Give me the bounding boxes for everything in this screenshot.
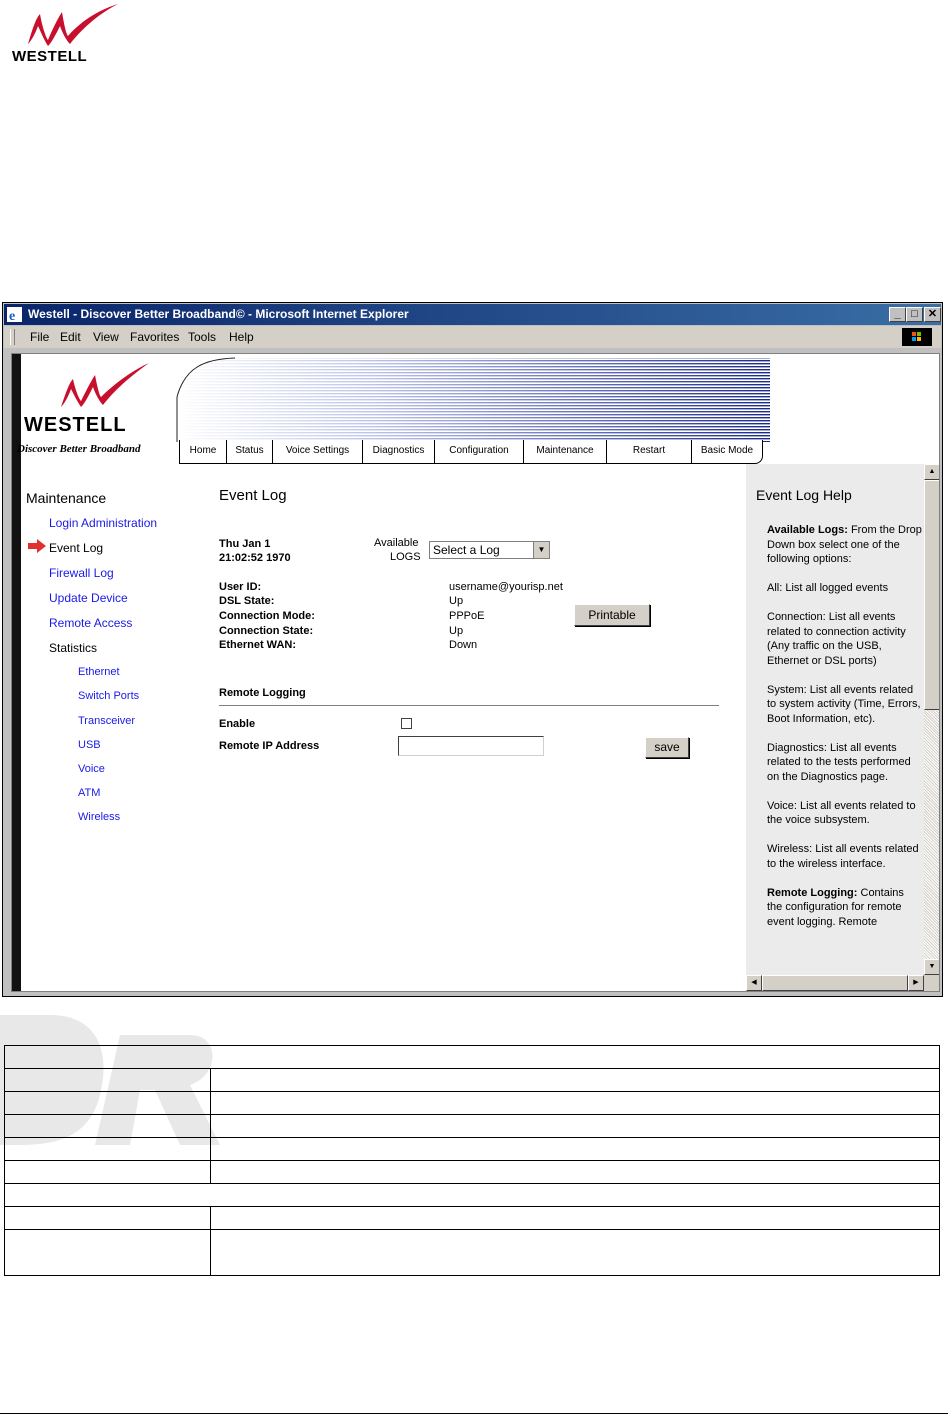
close-button[interactable]: ✕ [924, 307, 941, 322]
date-line-2: 21:02:52 1970 [219, 552, 291, 564]
sidebar-item-event-log[interactable]: Event Log [49, 541, 104, 555]
table-row [5, 1069, 940, 1092]
field-value-connection-mode: PPPoE [449, 610, 485, 622]
svg-text:e: e [9, 309, 16, 322]
help-entry-diagnostics: Diagnostics: List all events related to the tests performed on the Diagnostics page. [767, 741, 911, 783]
remote-logging-title: Remote Logging [219, 687, 306, 699]
help-remote-logging-heading: Remote Logging: [767, 886, 858, 899]
active-arrow-icon [28, 539, 48, 553]
page-viewport [11, 353, 940, 992]
field-label-user-id: User ID: [219, 581, 262, 593]
help-entry-all: All: List all logged events [767, 582, 889, 594]
table-row [5, 1207, 940, 1230]
menu-file[interactable]: File [30, 330, 50, 344]
chevron-down-icon[interactable]: ▼ [533, 542, 549, 558]
sidebar-item-transceiver[interactable]: Transceiver [78, 715, 136, 727]
table-cell [211, 1161, 940, 1184]
table-row [5, 1161, 940, 1184]
table-cell [5, 1138, 211, 1161]
sidebar-item-ethernet[interactable]: Ethernet [78, 666, 120, 678]
field-value-user-id: username@yourisp.net [449, 581, 563, 593]
help-remote-logging [767, 886, 922, 930]
sidebar-item-wireless[interactable]: Wireless [78, 811, 121, 823]
sidebar-item-login-administration[interactable]: Login Administration [49, 516, 158, 530]
table-cell [5, 1115, 211, 1138]
sidebar-item-atm[interactable]: ATM [78, 787, 101, 799]
help-panel [746, 464, 924, 991]
enable-checkbox[interactable] [401, 718, 412, 729]
table-cell [5, 1069, 211, 1092]
help-body [767, 523, 922, 944]
help-entry-wireless: Wireless: List all events related to the wireless interface. [767, 843, 919, 870]
help-available-logs-heading: Available Logs: [767, 524, 848, 536]
save-button[interactable]: save [645, 737, 689, 758]
field-label-connection-mode: Connection Mode: [219, 610, 315, 622]
header-tagline: Discover Better Broadband [17, 443, 141, 455]
scroll-left-icon[interactable]: ◀ [746, 975, 762, 991]
horizontal-scrollbar[interactable] [746, 975, 924, 991]
table-row [5, 1046, 940, 1069]
section-divider [219, 705, 719, 707]
table-cell [5, 1046, 940, 1069]
menu-tools[interactable]: Tools [188, 330, 217, 344]
scroll-down-icon[interactable]: ▼ [924, 959, 940, 975]
table-cell [5, 1207, 211, 1230]
main-nav-tabs [179, 440, 762, 466]
field-label-connection-state: Connection State: [219, 625, 314, 637]
tab-restart[interactable]: Restart [606, 440, 692, 464]
table-cell [211, 1230, 940, 1276]
scroll-up-icon[interactable]: ▲ [924, 464, 940, 480]
table-cell [211, 1138, 940, 1161]
table-cell [211, 1207, 940, 1230]
menu-bar [4, 326, 941, 348]
menu-view[interactable]: View [93, 330, 119, 344]
internet-explorer-icon [7, 307, 22, 322]
tab-voice-settings[interactable]: Voice Settings [272, 440, 363, 464]
vertical-scroll-track[interactable] [924, 710, 940, 975]
printable-button[interactable]: Printable [574, 604, 650, 626]
date-line-1: Thu Jan 1 [219, 538, 271, 550]
windows-logo-icon [902, 328, 932, 346]
menu-favorites[interactable]: Favorites [130, 330, 180, 344]
table-cell [5, 1161, 211, 1184]
maximize-button[interactable]: □ [906, 307, 923, 322]
vertical-scrollbar[interactable] [924, 464, 940, 991]
help-entry-system: System: List all events related to system activity (Time, Errors, Boot Information, etc). [767, 683, 921, 725]
table-row [5, 1230, 940, 1276]
sidebar-statistics-label: Statistics [49, 641, 98, 655]
footer-rule [0, 1413, 948, 1414]
table-row [5, 1092, 940, 1115]
sidebar-item-usb[interactable]: USB [78, 739, 101, 751]
table-cell [211, 1115, 940, 1138]
minimize-button[interactable]: _ [889, 307, 906, 322]
tab-diagnostics[interactable]: Diagnostics [362, 440, 435, 464]
window-titlebar[interactable] [4, 304, 941, 325]
log-select-dropdown[interactable] [429, 541, 550, 559]
field-value-connection-state: Up [449, 625, 464, 637]
tab-maintenance[interactable]: Maintenance [523, 440, 607, 464]
field-value-ethernet-wan: Down [449, 639, 478, 651]
table-cell [5, 1184, 940, 1207]
field-label-dsl-state: DSL State: [219, 595, 275, 607]
scroll-right-icon[interactable]: ▶ [908, 975, 924, 991]
window-title: Westell - Discover Better Broadband© - Microsoft Internet Explorer [28, 307, 409, 321]
menu-edit[interactable]: Edit [60, 330, 81, 344]
tab-configuration[interactable]: Configuration [434, 440, 524, 464]
sidebar-item-remote-access[interactable]: Remote Access [49, 616, 133, 630]
remote-ip-label: Remote IP Address [219, 740, 320, 752]
header-brand-name: WESTELL [24, 414, 127, 436]
header-stripes-graphic [175, 357, 770, 442]
log-select-value: Select a Log [433, 543, 500, 557]
tab-basic-mode[interactable]: Basic Mode [691, 440, 763, 464]
help-entry-voice: Voice: List all events related to the voice subsystem. [767, 799, 916, 826]
table-row [5, 1115, 940, 1138]
help-remote-logging-text: Contains the configuration for remote event logging. Remote [767, 886, 904, 928]
available-logs-label-1: Available [374, 537, 419, 549]
menu-grip [10, 329, 15, 345]
field-label-ethernet-wan: Ethernet WAN: [219, 639, 296, 651]
vertical-scroll-thumb[interactable] [924, 480, 940, 710]
help-available-logs [767, 523, 922, 567]
available-logs-label-2: LOGS [390, 551, 421, 563]
tab-home[interactable]: Home [179, 440, 227, 464]
sidebar-item-firewall-log[interactable]: Firewall Log [49, 566, 114, 580]
remote-ip-input[interactable] [398, 736, 544, 756]
field-value-dsl-state: Up [449, 595, 464, 607]
empty-field-table [4, 1045, 940, 1276]
table-cell [5, 1092, 211, 1115]
tab-status[interactable]: Status [226, 440, 273, 464]
table-row [5, 1138, 940, 1161]
table-cell [211, 1092, 940, 1115]
menu-help[interactable]: Help [229, 330, 254, 344]
sidebar-item-update-device[interactable]: Update Device [49, 591, 128, 605]
table-cell [5, 1230, 211, 1276]
enable-label: Enable [219, 718, 256, 730]
browser-window [2, 302, 943, 997]
page-title: Event Log [219, 487, 287, 504]
section-title: Maintenance [26, 490, 107, 506]
page-logo-brand: WESTELL [12, 48, 88, 65]
table-row [5, 1184, 940, 1207]
help-entry-connection: Connection: List all events related to connection activity (Any traffic on the USB, Ethernet or DSL ports) [767, 611, 906, 667]
table-cell [211, 1069, 940, 1092]
help-available-logs-text: From the Drop Down box select one of the following options: [767, 524, 922, 565]
sidebar-item-voice[interactable]: Voice [78, 763, 105, 775]
sidebar-item-switch-ports[interactable]: Switch Ports [78, 690, 140, 702]
help-title: Event Log Help [756, 487, 852, 503]
horizontal-scroll-thumb[interactable] [762, 975, 908, 991]
